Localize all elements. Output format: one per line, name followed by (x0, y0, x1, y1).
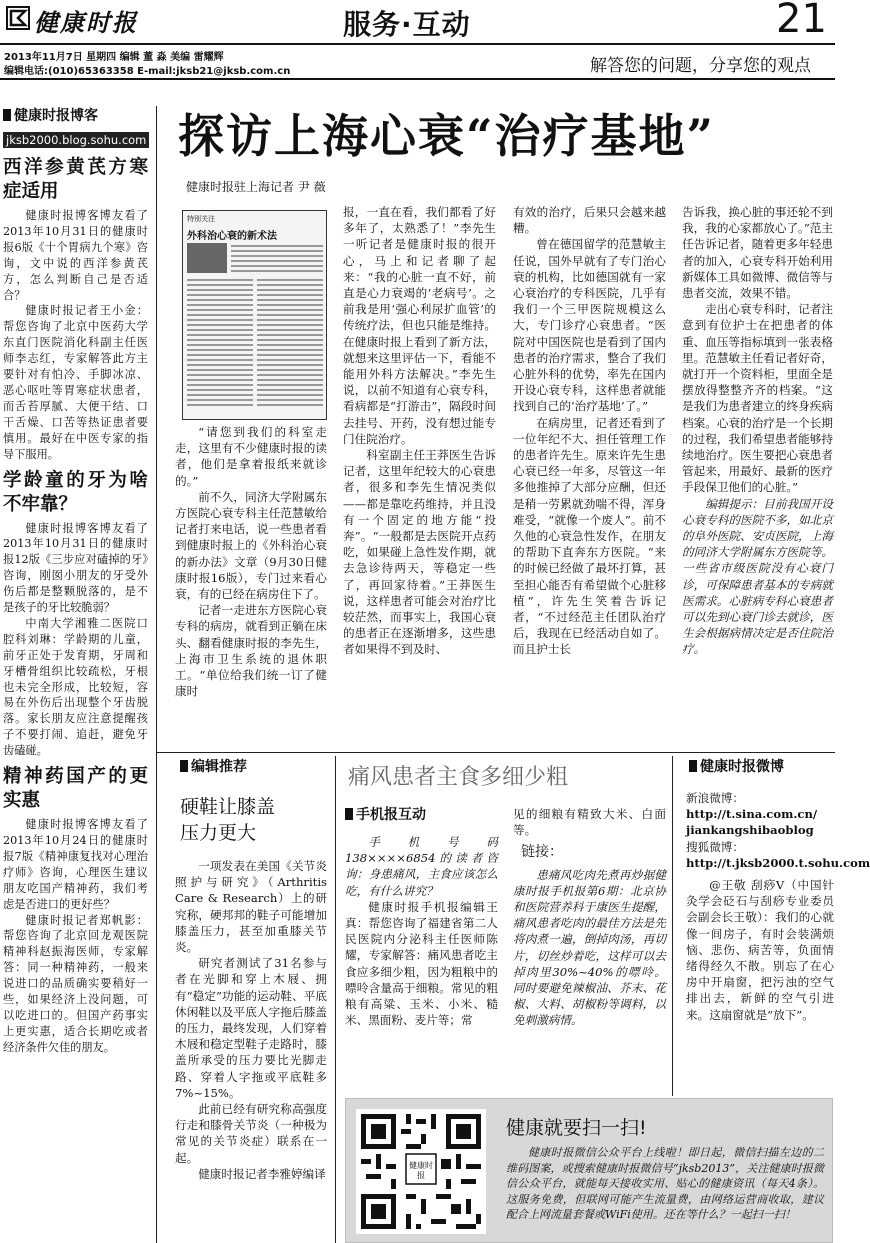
qr-center-logo: 健康时报 (409, 1161, 433, 1180)
editor-recommend-body (175, 858, 327, 1243)
article-paragraph: 曾在德国留学的范慧敏主任说，国外早就有了专门治心衰的机构，比如德国就有一家心衰治疗的专科医院，几乎有我们一个三甲医院规模这么大，专门诊疗心衰患者。“医院对中国医院也是看到了国内患者的治疗需求，整合了我们心脏外科的优势，率先在国内开设心衰专科，这样患者就能找到自己的‘治疗基地’了。” (513, 237, 666, 414)
article-paragraph: 在病房里，记者还看到了一位年纪不大、担任管理工作的患者许先生。原来许先生患心衰已经一年多，尽管这一年多他推掉了大部分应酬，但还是稍一劳累就劲喘不得，浑身难受，“就像一个废人”。前不久他的心衰急性发作，在朋友的帮助下直奔东方医院。“来的时候已经做了最坏打算，甚至担心能否有希望做个心脏移植”，许先生笑着告诉记者，“不过经范主任团队治疗后，我现在已经活动自如了。而且护士长 (513, 415, 666, 657)
editor-recommend-label: 编辑推荐 (191, 759, 247, 775)
recommend-title-line1: 硬鞋让膝盖 (180, 796, 276, 818)
main-article-col2 (343, 204, 496, 754)
sohu-weibo-url[interactable]: http://t.jksb2000.t.sohu.com (686, 855, 870, 870)
main-headline: 探访上海心衰“治疗基地” (178, 109, 715, 163)
blog-article-title: 精神药国产的更实惠 (3, 766, 148, 812)
sina-weibo-url-cont[interactable]: jiankangshibaoblog (686, 823, 814, 838)
weibo-section-header (689, 758, 784, 776)
blog-answer: 健康时报记者郑帆影：帮您咨询了北京回龙观医院精神科赵振海医师，专家解答：同一种精神药，一般来说进口的品质确实要稍好一些，如果经济上没问题，可以吃进口的。但国产药事实上更实惠，适合长期吃或者经济条件欠佳的朋友。 (3, 913, 148, 1054)
reader-question: 手机号码138××××6854的读者咨询：身患痛风，主食应该怎么吃，有什么讲究？ (345, 835, 498, 898)
clipping-header: 特别关注 (187, 215, 215, 223)
blog-answer: 中南大学湘雅二医院口腔科刘琳：学龄期的儿童，前牙正处于发育期，牙周和牙槽骨组织比较疏松，牙根也未完全形成，比较短，容易在外伤后出现整个牙齿脱落。家长朋友应注意提醒孩子不要打闹、追赶，避免牙齿磕碰。 (3, 616, 148, 758)
article-paragraph: 走出心衰专科时，记者注意到有位护士在把患者的体重、血压等指标填到一张表格里。范慧敏主任看记者好奇，就打开一个资料柜，里面全是摆放得整整齐齐的档案。“这是我们为患者建立的终身疾病档案。心衰的治疗是一个长期的过程，我们希望患者能够持续地治疗。医生要把心衰患者管起来，用最好、最新的医疗手段保卫他们的心脏。” (682, 302, 833, 495)
blog-column (3, 150, 148, 1243)
wechat-title: 健康就要扫一扫! (506, 1117, 647, 1139)
blog-question: 健康时报博客博友看了2013年10月24日的健康时报7版《精神康复找对心理治疗师》咨询，心理医生建议朋友吃国产精神药，我们考虑是否进口的更好些？ (3, 818, 148, 911)
main-article-col1 (175, 424, 327, 754)
editor-note: 编辑提示：目前我国开设心衰专科的医院不多，如北京的阜外医院、安贞医院，上海的同济大学附属东方医院等。一些省市级医院没有心衰门诊，可保障患者基本的专病就医需求。心脏病专科心衰患者可以先到心衰门诊去就诊，医生会根据病情决定是否住院治疗。 (682, 496, 833, 657)
blog-url-badge[interactable]: jksb2000.blog.sohu.com (3, 132, 149, 148)
article-paragraph: 一项发表在美国《关节炎照护与研究》（Arthritis Care & Research）上的研究称，硬邦邦的鞋子可能增加膝盖压力，甚至加重膝关节炎。 (175, 859, 327, 955)
article-paragraph: 此前已经有研究称高强度行走和膝骨关节炎（一种极为常见的关节炎症）联系在一起。 (175, 1102, 327, 1165)
blog-question: 健康时报博客博友看了2013年10月31日的健康时报6版《十个胃病九个寒》咨询，文中说的西洋参黄芪方，怎么判断自己是否适合？ (3, 209, 148, 302)
section-title: 服务·互动 (343, 8, 471, 41)
article-paragraph: 研究者测试了31名参与者在光脚和穿上木屐、拥有“稳定”功能的运动鞋、平底休闲鞋以及平底人字拖后膝盖的压力，最终发现，人们穿着木屐和稳定型鞋子走路时，膝盖所承受的压力要比光脚走路、穿着人字拖或平底鞋多7%~15%。 (175, 956, 327, 1100)
author-credit: 健康时报记者李雅婷编译 (198, 1166, 326, 1181)
wechat-text: 健康时报微信公众平台上线啦！即日起，微信扫描左边的二维码图案，或搜索健康时报微信号“jksb2013”，关注健康时报微信公众平台，就能每天接收实用、贴心的健康资讯（每天4条）。这服务免费，但联网可能产生流量费，由网络运营商收取，建议配合上网流量套餐或WiFi使用。还在等什么？一起扫一扫！ (506, 1146, 824, 1221)
mobile-news-header (345, 806, 426, 824)
gout-col1 (345, 834, 498, 1094)
article-paragraph: 告诉我，换心脏的事还轮不到我，我的心家都放心了。”范主任告诉记者，随着更多年轻患者的加入，心衰专科开始利用新媒体工具如微博、微信等与患者交流，效果不错。 (682, 205, 833, 301)
weibo-section-label: 健康时报微博 (700, 759, 784, 775)
editor-recommend-header (180, 758, 247, 776)
article-paragraph: 前不久，同济大学附属东方医院心衰专科主任范慧敏给记者打来电话，说一些患者看到健康时报上的《外科治心衰的新办法》文章（9月30日健康时报16版），专门过来看心衰，有的已经在病房住下了。 (175, 489, 327, 602)
masthead (0, 0, 835, 48)
page-number: 21 (776, 0, 827, 42)
article-paragraph: 有效的治疗，后果只会越来越糟。 (513, 205, 666, 236)
date-editor-line: 2013年11月7日 星期四 编辑 董 淼 美编 雷耀辉 (4, 52, 224, 63)
link-label: 链接： (521, 844, 563, 861)
header-slogan: 解答您的问题，分享您的观点 (590, 56, 811, 76)
gout-headline: 痛风患者主食多细少粗 (348, 765, 569, 790)
article-paragraph: 报，一直在看，我们都看了好多年了，太熟悉了！”李先生一听记者是健康时报的很开心，马上和记者聊了起来：“我的心脏一直不好，前直是心力衰竭的‘老病号’。之前我是用‘强心利尿扩血管’的传统疗法，但也只能是维持。在健康时报上看到了新方法，就想来这里评估一下，看能不能用外科方法解决。”李先生说，以前不知道有心衰专科，看病都是“打游击”，隔段时间去挂号、开药，没有想过能专门住院治疗。 (343, 205, 496, 446)
qr-code[interactable] (356, 1109, 486, 1234)
sina-weibo-url[interactable]: http://t.sina.com.cn/ (686, 807, 818, 822)
logo-mark-icon (6, 6, 30, 30)
blog-answer: 健康时报记者王小金：帮您咨询了北京中医药大学东直门医院消化科副主任医师李志红，专家解答此方主要针对有怕冷、手脚冰凉、恶心呕吐等胃寒症状患者，而舌苔厚腻、大便干结、口干舌燥、口苦等热证患者要慎用。最好在中医专家的指导下服用。 (3, 304, 148, 461)
image-caption: “请您到我们的科室走走，这里有不少健康时报的读者，他们是拿着报纸来就诊的。” (175, 425, 327, 488)
blog-article-title: 学龄童的牙为啥不牢靠？ (3, 469, 148, 515)
sohu-weibo-label: 搜狐微博： (686, 839, 744, 854)
link-text: 患痛风吃肉先煮再炒据健康时报手机报第6期：北京协和医院营养科于康医生提醒，痛风患者吃肉的最佳方法是先将肉煮一遍，倒掉肉汤，再切片，切丝炒着吃，这样可以去掉肉里30%~40%的嘌呤。同时要避免辣椒油、芥末、花椒、大料、胡椒粉等调料，以免刺激病情。 (513, 867, 666, 1028)
clipping-text-lines (187, 243, 324, 417)
gout-col2 (513, 806, 666, 1094)
blog-section-label: 健康时报博客 (14, 108, 98, 124)
article-paragraph: 记者一走进东方医院心衰专科的病房，就看到正躺在床头、翻看健康时报的李先生，上海市卫生系统的退休职工。“单位给我们统一订了健康时 (175, 603, 327, 699)
main-article-col4 (682, 204, 833, 754)
blog-section-header (3, 107, 98, 125)
recommend-title-line2: 压力更大 (180, 822, 257, 844)
weibo-column (686, 790, 870, 1090)
blog-question: 健康时报博客博友看了2013年10月31日的健康时报12版《三步应对磕掉的牙》咨询，刚囡小朋友的牙受外伤后都是整颗脱落的，是不是孩子的牙比较脆弱？ (3, 521, 148, 615)
article-paragraph: 健康时报手机报编辑王真：帮您咨询了福建省第二人民医院内分泌科主任医师陈耀，专家解答：痛风患者吃主食应多细少粗，因为粗粮中的嘌呤含量高于细粮。常见的粗粮有高粱、玉米、小米、糙米、黑面粉、麦片等；常 (345, 899, 498, 1028)
newspaper-clipping-image (182, 210, 327, 420)
sina-weibo-label: 新浪微博： (686, 791, 744, 805)
article-paragraph: 见的细粮有精致大米、白面等。 (513, 807, 666, 838)
editor-contact-line: 编辑电话:(010)65363358 E-mail:jksb21@jksb.com.cn (4, 66, 291, 77)
mobile-news-label: 手机报互动 (356, 807, 426, 823)
newspaper-logo: 健康时报 (34, 8, 138, 37)
wechat-promo-box (345, 1098, 833, 1243)
article-paragraph: 科室副主任王莽医生告诉记者，这里年纪较大的心衰患者，很多和李先生情况类似——都是靠吃药维持，并且没有一个固定的地方能“投奔”。“一般都是去医院开点药吃，如果碰上急性发作期，就去急诊待两天，等稳定一些了，再回家待着。”王莽医生说，这样患者可能会对治疗比较茫然，而事实上，我国心衰的患者正在逐渐增多，这些患者如果得不到及时、 (343, 448, 496, 657)
main-byline: 健康时报驻上海记者 尹 薇 (186, 180, 326, 194)
blog-article-title: 西洋参黄芪方寒症适用 (3, 157, 148, 202)
main-article-col3 (513, 204, 666, 754)
clipping-headline: 外科治心衰的新术法 (187, 231, 277, 242)
weibo-post: @王敬 刮痧V（中国针灸学会砭石与刮痧专业委员会副会长王敬）：我们的心就像一间房子，有时会装满烦恼、悲伤、病苦等，负面情绪得经久不散。别忘了在心房中开扇窗，把污浊的空气排出去，新鲜的空气引进来。这扇窗就是“放下”。 (686, 878, 834, 1022)
